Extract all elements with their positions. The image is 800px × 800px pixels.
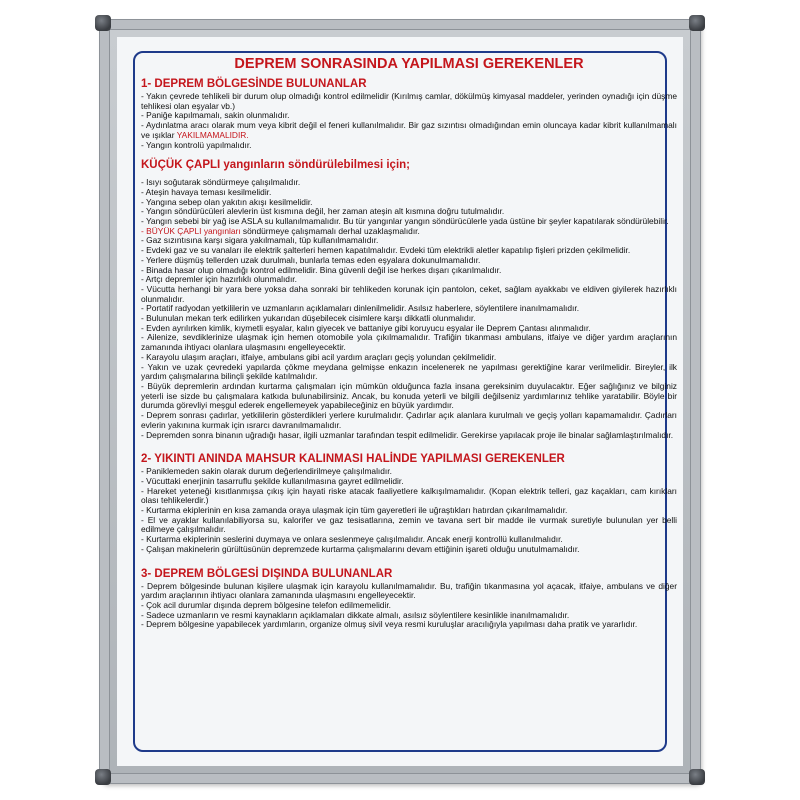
red-emphasis: YAKILMAMALIDIR. — [176, 129, 249, 140]
list-item: - Vücutta herhangi bir yara bere yoksa daha sonraki bir tehlikeden korunak için pantolon, ceket, sağlam ayakkabı ve eldiven giyilerek hazırlıklı olunmalıdır. — [141, 283, 677, 304]
list-item: - Sadece uzmanların ve resmi kaynakların açıklamaları dikkate almalı, asılsız söylentilere kesinlikle inanılmamalıdır. — [141, 609, 570, 620]
poster-content — [141, 55, 677, 630]
list-item: - Çalışan makinelerin gürültüsünün depremzede kurtarma çalışmalarını devam ettiğinin işareti olduğu unutulmamalıdır. — [141, 543, 580, 554]
list-item: - El ve ayaklar kullanılabiliyorsa su, kalorifer ve gaz tesisatlarına, zemin ve tavana sert bir madde ile vurmak suretiyle bulunulan yer belli edilmeye çalışılmalıdır. — [141, 514, 677, 535]
list-item: - Isıyı soğutarak söndürmeye çalışılmalıdır. — [141, 177, 301, 188]
list-item: - Depremden sonra binanın uğradığı hasar, ilgili uzmanlar tarafından tespit edilmelidir. Gerekirse yapılacak proje ile binalar sağlamlaştırılmalıdır. — [141, 429, 674, 440]
poster-board — [100, 20, 700, 783]
frame-corner-top-right — [689, 15, 705, 31]
list-item: - Hareket yeteneği kısıtlanmışsa çıkış için hayati riske atacak faaliyetlere kalkışılmamalıdır. (Kopan elektrik telleri, gaz kaçakları, cam kırıkları olası tehlikelerdir.) — [141, 485, 677, 506]
list-item: - Bulunulan mekan terk edilirken yukarıdan düşebilecek cisimlere karşı dikkatli olunmalıdır. — [141, 313, 476, 324]
list-item — [141, 121, 677, 140]
small-fire-heading: KÜÇÜK ÇAPLI yangınların söndürülebilmesi için; — [141, 159, 411, 172]
list-item: - Ailenize, sevdiklerinize ulaşmak için hemen otomobile yola çıkılmamalıdır. Trafiğin tıkanması ambulans, itfaiye ve diğer yardım araçlarının zamanında ihtiyacı olanlara ulaşmasını engelleyecektir. — [141, 332, 677, 353]
list-item: - Deprem bölgesine yapabilecek yardımların, organize olmuş sivil veya resmi kuruluşlar aracılığıyla yapılması daha pratik ve yararlıdır. — [141, 619, 638, 630]
list-item: - Yangın kontrolü yapılmalıdır. — [141, 139, 252, 150]
poster-title: DEPREM SONRASINDA YAPILMASI GEREKENLER — [234, 56, 584, 72]
list-item: - Portatif radyodan yetkililerin ve uzmanların açıklamaları dinlenilmelidir. Asılsız haberlere, söylentilere inanılmamalıdır. — [141, 303, 580, 314]
poster-surface — [117, 37, 683, 766]
list-item: - Ateşin havaya teması kesilmelidir. — [141, 186, 272, 197]
section-3-heading: 3- DEPREM BÖLGESİ DIŞINDA BULUNANLAR — [141, 567, 393, 580]
frame-corner-bottom-left — [95, 769, 111, 785]
list-item: - Gaz sızıntısına karşı sigara yakılmamalı, tüp kullanılmamalıdır. — [141, 235, 379, 246]
frame-corner-top-left — [95, 15, 111, 31]
list-item: - Binada hasar olup olmadığı kontrol edilmelidir. Bina güvenli değil ise herkes dışarı çıkarılmalıdır. — [141, 264, 502, 275]
list-item: - Büyük depremlerin ardından kurtarma çalışmaları için mümkün olduğunca fazla insana gereksinim duyulacaktır. Eğer sağlığınız ve bilginiz yeterli ise sizde bu çalışmalara katkıda bulunabilirsiniz. Ancak, bu konuda yeterli ve bilgili değilseniz yardımlarınız tehlike yaratabilir. Böyle bir durumda görevliyi meşgul ederek engellemeyek yapabileceğiniz en büyük yardımdır. — [141, 380, 677, 411]
list-item: - Kurtarma ekiplerinin seslerini duymaya ve onlara seslenmeye çalışılmalıdır. Ancak enerji kontrollü kullanılmalıdır. — [141, 534, 563, 545]
list-item: - Yakın ve uzak çevredeki yapılarda çökme meydana gelmişse enkazın incelenerek ne yapılması gerektiğine karar verilmelidir. Bireyler, ilk yardım çalışmalarına bilinçli şekilde katılmalıdır. — [141, 361, 677, 382]
list-item: - Yangına sebep olan yakıtın akışı kesilmelidir. — [141, 196, 313, 207]
section-1-heading: 1- DEPREM BÖLGESİNDE BULUNANLAR — [141, 78, 367, 90]
list-item: - Yakın çevrede tehlikeli bir durum olup olmadığı kontrol edilmelidir (Kırılmış camlar, dökülmüş kimyasal maddeler, yerinden oynadığı için düşme tehlikesi olan eşyalar vb.) — [141, 91, 677, 111]
list-item: - Deprem sonrası çadırlar, yetkililerin gösterdikleri yerlere kurulmalıdır. Çadırlar açık alanlara kurulmalı ve geçiş yolları kapamamalıdır. Çadırları evlerin yakınına kurmak için ısrarcı davranılmamalıdır. — [141, 410, 677, 430]
list-item: - Yangın söndürücüleri alevlerin üst kısmına değil, her zaman ateşin alt kısmına doğru tutulmalıdır. — [141, 206, 505, 217]
list-item: - Yerlere düşmüş tellerden uzak durulmalı, bunlarla temas eden eşyalara dokunulmamalıdır. — [141, 254, 481, 265]
list-item: - Deprem bölgesinde bulunan kişilere ulaşmak için karayolu kullanılmamalıdır. Bu, trafiğin tıkanmasına yol açacak, itfaiye, ambulans ve diğer yardım araçlarının ihtiyacı olanlara zamanında ulaşmasını engelleyecektir. — [141, 580, 677, 601]
list-item: - Çok acil durumlar dışında deprem bölgesine telefon edilmemelidir. — [141, 599, 391, 610]
list-item: - Paniklemeden sakin olarak durum değerlendirilmeye çalışılmalıdır. — [141, 466, 392, 477]
list-item: - Paniğe kapılmamalı, sakin olunmalıdır. — [141, 110, 290, 121]
list-item: - Vücuttaki enerjinin tasarruflu şekilde kullanılmasına gayret edilmelidir. — [141, 475, 404, 486]
item-text: söndürmeye çalışmamalı derhal uzaklaşmalıdır. — [240, 225, 420, 236]
list-item: - Evden ayrılırken kimlik, kıymetli eşyalar, kalın giyecek ve battaniye gibi koruyucu eşyalar ile Deprem Çantası alınmalıdır. — [141, 322, 591, 333]
red-emphasis: - BÜYÜK ÇAPLI yangınları — [141, 225, 241, 236]
list-item: - Artçı depremler için hazırlıklı olunmalıdır. — [141, 274, 297, 285]
list-item: - Evdeki gaz ve su vanaları ile elektrik şalterleri hemen kapatılmalıdır. Evdeki tüm elektrikli aletler kapatılıp fişleri prizden çekilmelidir. — [141, 245, 631, 256]
list-item: - Karayolu ulaşım araçları, itfaiye, ambulans gibi acil yardım araçları geçiş yolundan çekilmelidir. — [141, 351, 497, 362]
section-2-heading: 2- YIKINTI ANINDA MAHSUR KALINMASI HALİNDE YAPILMASI GEREKENLER — [141, 453, 565, 466]
list-item: - Yangın sebebi bir yağ ise ASLA su kullanılmamalıdır. Bu tür yangınlar yangın söndürücülerle yada üstüne bir şeyler kapatılarak söndürülebilir. — [141, 216, 669, 227]
item-text: - Aydınlatma aracı olarak mum veya kibrit değil el feneri kullanılmalıdır. Bir gaz sızıntısı olmadığından emin oluncaya kadar kibrit kullanılmamalı ve ışıklar — [141, 120, 677, 140]
list-item: - Kurtarma ekiplerinin en kısa zamanda oraya ulaşmak için tüm gayeretleri ile uğraştıkları hatırdan çıkarılmamalıdır. — [141, 505, 568, 516]
frame-corner-bottom-right — [689, 769, 705, 785]
